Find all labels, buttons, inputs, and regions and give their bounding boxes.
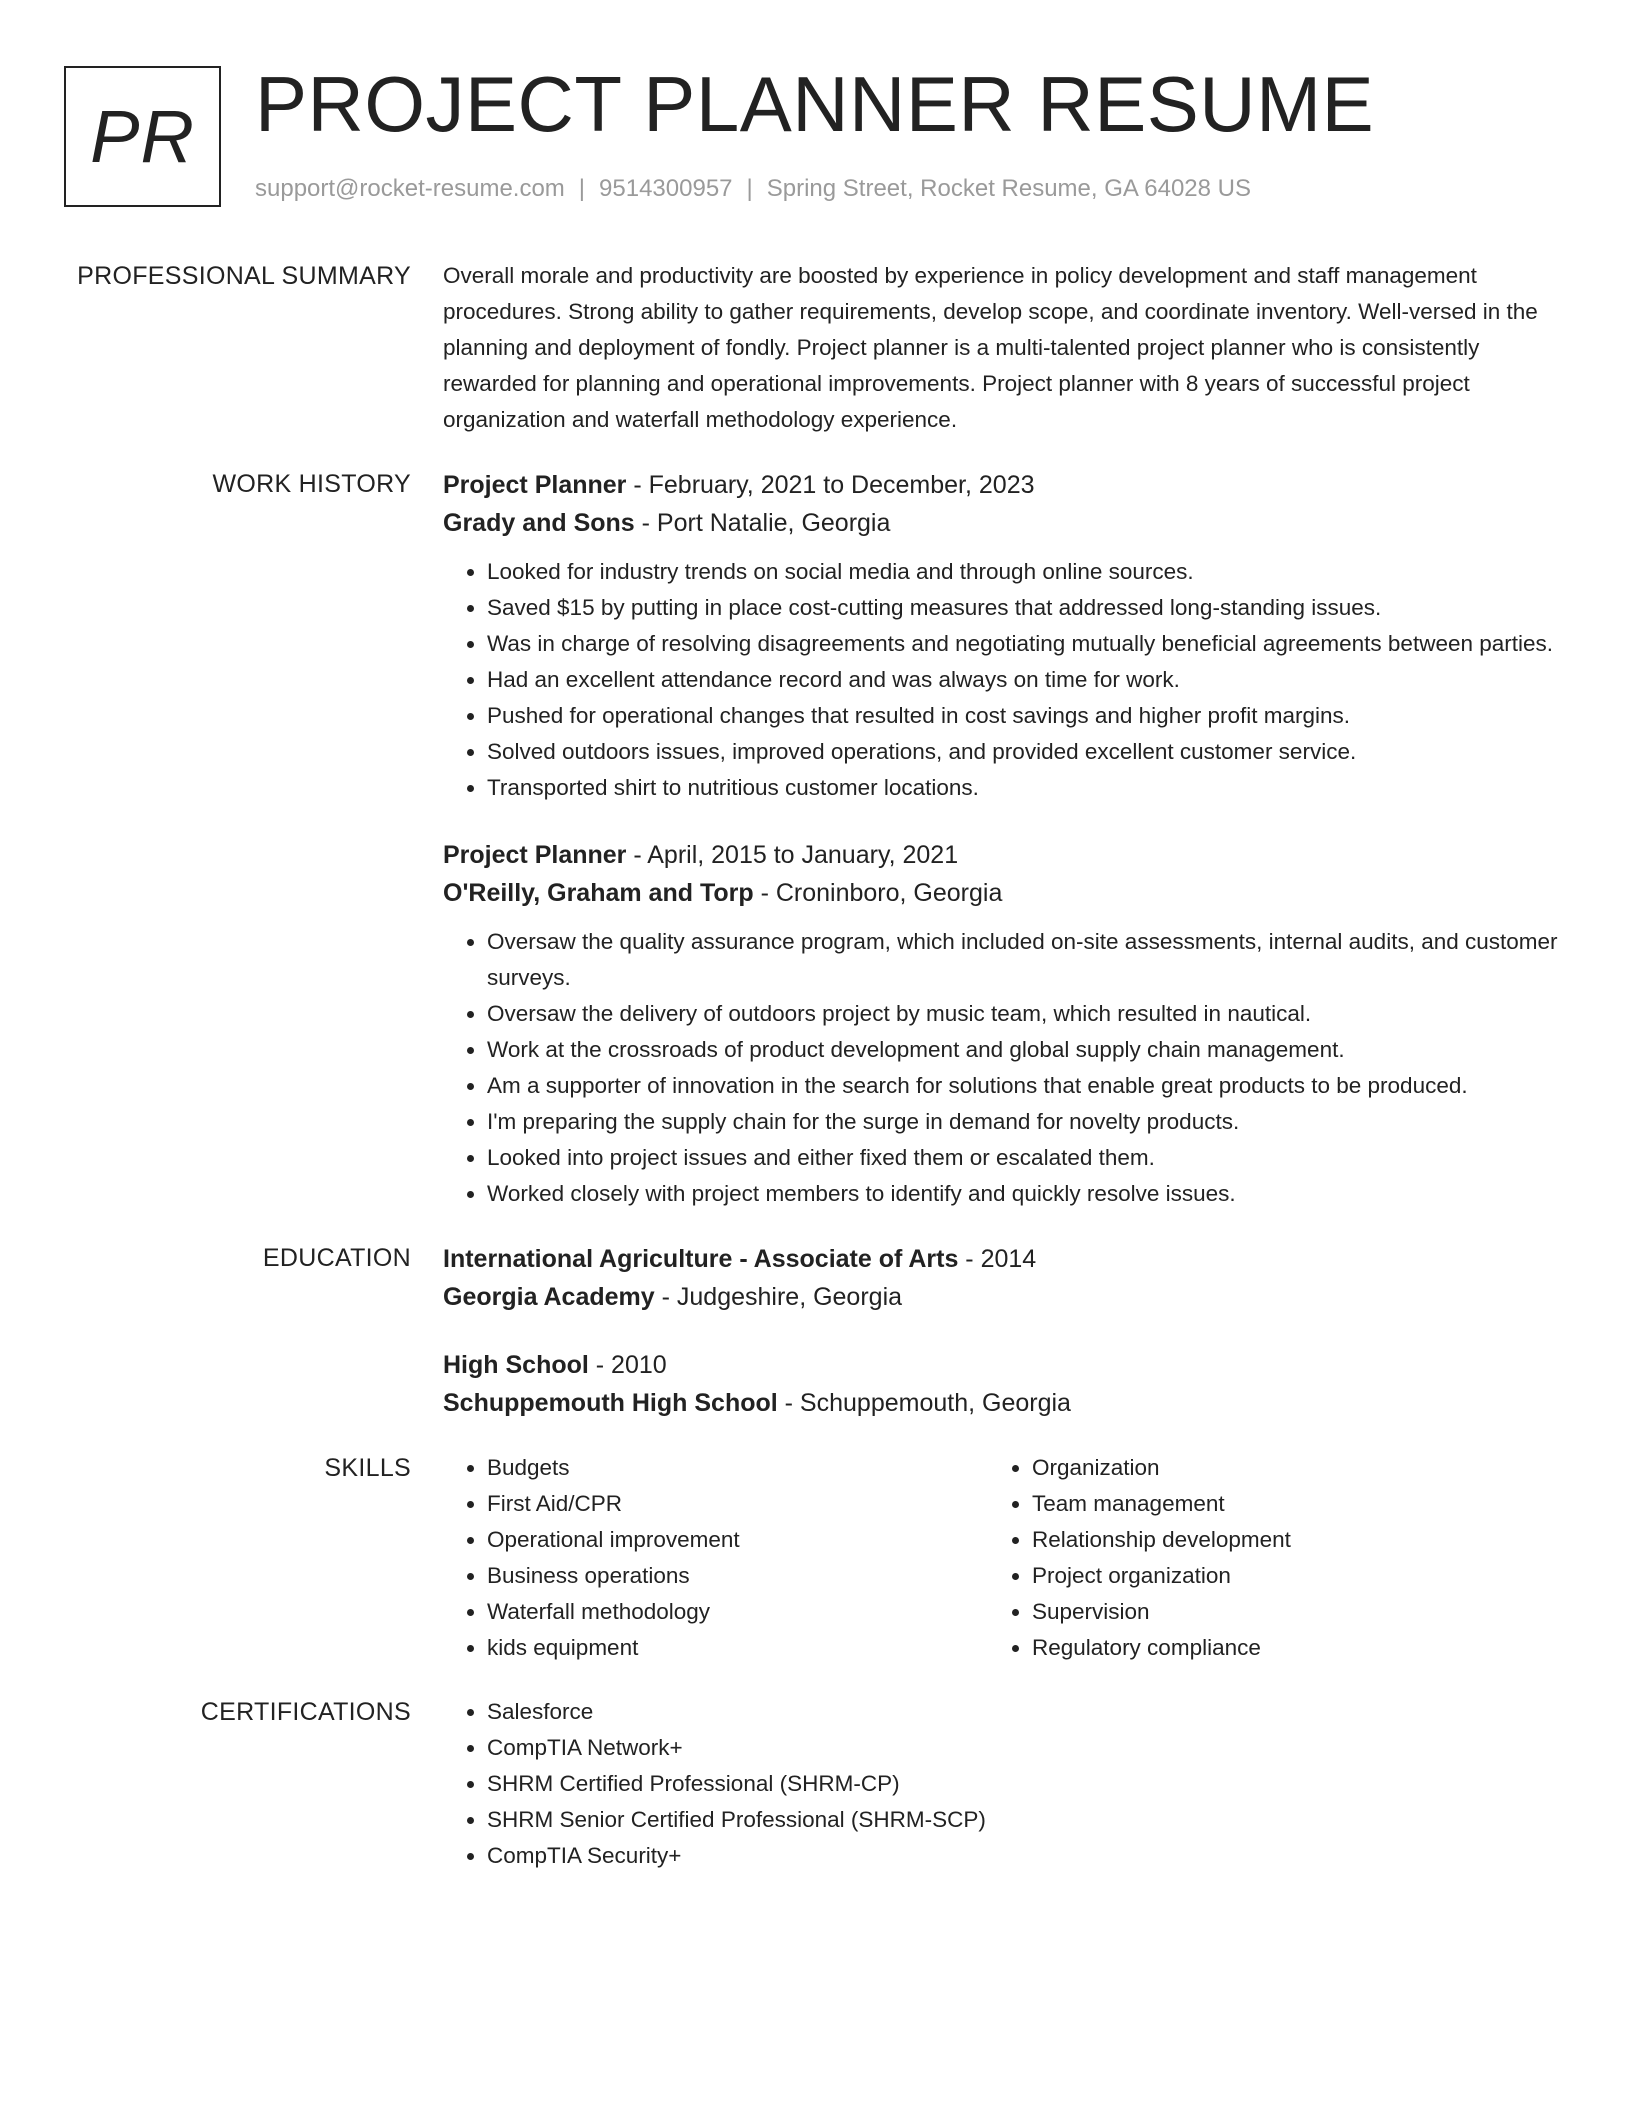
section-summary bbox=[0, 258, 1632, 438]
job-bullet: • Work at the crossroads of product development and global supply chain management. bbox=[487, 1032, 1559, 1068]
job-bullet: • Saved $15 by putting in place cost-cutting measures that addressed long-standing issues. bbox=[487, 590, 1559, 626]
certification-item: • Salesforce bbox=[487, 1694, 1559, 1730]
skill-item: • Regulatory compliance bbox=[1032, 1630, 1533, 1666]
job-bullets bbox=[443, 924, 1559, 1212]
section-certifications bbox=[0, 1694, 1632, 1874]
job-bullet: • Looked into project issues and either fixed them or escalated them. bbox=[487, 1140, 1559, 1176]
skill-item: • First Aid/CPR bbox=[487, 1486, 988, 1522]
education-degree: High School bbox=[443, 1351, 589, 1379]
certification-list bbox=[443, 1694, 1559, 1874]
job-entry bbox=[443, 466, 1559, 806]
education-location: - Schuppemouth, Georgia bbox=[777, 1389, 1071, 1417]
job-company: O'Reilly, Graham and Torp bbox=[443, 879, 754, 907]
monogram-initials: PR bbox=[90, 95, 195, 178]
section-label-summary: PROFESSIONAL SUMMARY bbox=[77, 262, 411, 290]
summary-text: Overall morale and productivity are boosted by experience in policy development and staff management procedures. Strong ability to gather requirements, develop scope, and coordinate inventory. Well-versed in the planning and deployment of fondly. Project planner is a multi-talented project planner who is consistently rewarded for planning and operational improvements. Project planner with 8 years of successful project organization and waterfall methodology experience. bbox=[443, 263, 1538, 432]
contact-separator: | bbox=[746, 175, 753, 202]
education-school: Schuppemouth High School bbox=[443, 1389, 778, 1417]
job-bullet: • I'm preparing the supply chain for the surge in demand for novelty products. bbox=[487, 1104, 1559, 1140]
skill-item: • kids equipment bbox=[487, 1630, 988, 1666]
job-bullet: • Oversaw the quality assurance program, which included on-site assessments, internal audits, and customer surveys. bbox=[487, 924, 1559, 996]
skills-body bbox=[443, 1450, 1559, 1666]
education-degree-line bbox=[443, 1240, 1559, 1278]
job-company: Grady and Sons bbox=[443, 509, 635, 537]
education-school: Georgia Academy bbox=[443, 1283, 655, 1311]
job-bullet: • Looked for industry trends on social media and through online sources. bbox=[487, 554, 1559, 590]
job-bullet: • Had an excellent attendance record and was always on time for work. bbox=[487, 662, 1559, 698]
education-entry bbox=[443, 1346, 1559, 1422]
section-skills bbox=[0, 1450, 1632, 1666]
section-work-history bbox=[0, 466, 1632, 1212]
section-label-certifications: CERTIFICATIONS bbox=[200, 1698, 411, 1726]
monogram-box bbox=[64, 66, 221, 207]
section-label-skills: SKILLS bbox=[324, 1454, 411, 1482]
job-bullet: • Pushed for operational changes that resulted in cost savings and higher profit margins. bbox=[487, 698, 1559, 734]
education-degree: International Agriculture - Associate of Arts bbox=[443, 1245, 959, 1273]
job-entry bbox=[443, 836, 1559, 1212]
job-dates: - February, 2021 to December, 2023 bbox=[626, 471, 1035, 499]
skills-grid bbox=[443, 1450, 1559, 1666]
resume-sections bbox=[0, 258, 1632, 1902]
education-entry bbox=[443, 1240, 1559, 1316]
job-location: - Croninboro, Georgia bbox=[753, 879, 1003, 907]
job-bullet: • Transported shirt to nutritious customer locations. bbox=[487, 770, 1559, 806]
job-location: - Port Natalie, Georgia bbox=[634, 509, 891, 537]
certification-item: • CompTIA Network+ bbox=[487, 1730, 1559, 1766]
education-location: - Judgeshire, Georgia bbox=[654, 1283, 903, 1311]
contact-separator: | bbox=[578, 175, 586, 202]
job-title: Project Planner bbox=[443, 471, 627, 499]
contact-phone: 9514300957 bbox=[599, 175, 733, 202]
skill-item: • Business operations bbox=[487, 1558, 988, 1594]
education-year: - 2010 bbox=[588, 1351, 667, 1379]
skill-item: • Project organization bbox=[1032, 1558, 1533, 1594]
skill-item: • Team management bbox=[1032, 1486, 1533, 1522]
contact-address: Spring Street, Rocket Resume, GA 64028 US bbox=[766, 175, 1251, 202]
section-education bbox=[0, 1240, 1632, 1422]
skill-item: • Waterfall methodology bbox=[487, 1594, 988, 1630]
education-school-line bbox=[443, 1278, 1559, 1316]
certification-item: • SHRM Senior Certified Professional (SHRM-SCP) bbox=[487, 1802, 1559, 1838]
skill-item: • Budgets bbox=[487, 1450, 988, 1486]
contact-line bbox=[255, 174, 1251, 204]
work-history-body bbox=[443, 466, 1559, 1212]
summary-body bbox=[443, 258, 1559, 438]
resume-title: PROJECT PLANNER RESUME bbox=[255, 60, 1375, 148]
skill-item: • Organization bbox=[1032, 1450, 1533, 1486]
job-dates: - April, 2015 to January, 2021 bbox=[626, 841, 959, 869]
education-school-line bbox=[443, 1384, 1559, 1422]
education-degree-line bbox=[443, 1346, 1559, 1384]
job-company-line bbox=[443, 874, 1559, 912]
job-bullet: • Was in charge of resolving disagreements and negotiating mutually beneficial agreements between parties. bbox=[487, 626, 1559, 662]
certification-item: • CompTIA Security+ bbox=[487, 1838, 1559, 1874]
job-company-line bbox=[443, 504, 1559, 542]
contact-email: support@rocket-resume.com bbox=[255, 175, 565, 202]
job-title-line bbox=[443, 466, 1559, 504]
job-bullet: • Am a supporter of innovation in the search for solutions that enable great products to be produced. bbox=[487, 1068, 1559, 1104]
certification-item: • SHRM Certified Professional (SHRM-CP) bbox=[487, 1766, 1559, 1802]
section-label-education: EDUCATION bbox=[262, 1244, 411, 1272]
skill-item: • Relationship development bbox=[1032, 1522, 1533, 1558]
job-title: Project Planner bbox=[443, 841, 627, 869]
job-bullet: • Worked closely with project members to identify and quickly resolve issues. bbox=[487, 1176, 1559, 1212]
skill-item: • Operational improvement bbox=[487, 1522, 988, 1558]
education-year: - 2014 bbox=[958, 1245, 1037, 1273]
job-bullets bbox=[443, 554, 1559, 806]
education-body bbox=[443, 1240, 1559, 1422]
skills-column-left bbox=[443, 1450, 988, 1666]
skills-column-right bbox=[988, 1450, 1533, 1666]
section-label-work-history: WORK HISTORY bbox=[212, 470, 411, 498]
job-bullet: • Oversaw the delivery of outdoors project by music team, which resulted in nautical. bbox=[487, 996, 1559, 1032]
certifications-body bbox=[443, 1694, 1559, 1874]
job-bullet: • Solved outdoors issues, improved operations, and provided excellent customer service. bbox=[487, 734, 1559, 770]
job-title-line bbox=[443, 836, 1559, 874]
skill-item: • Supervision bbox=[1032, 1594, 1533, 1630]
